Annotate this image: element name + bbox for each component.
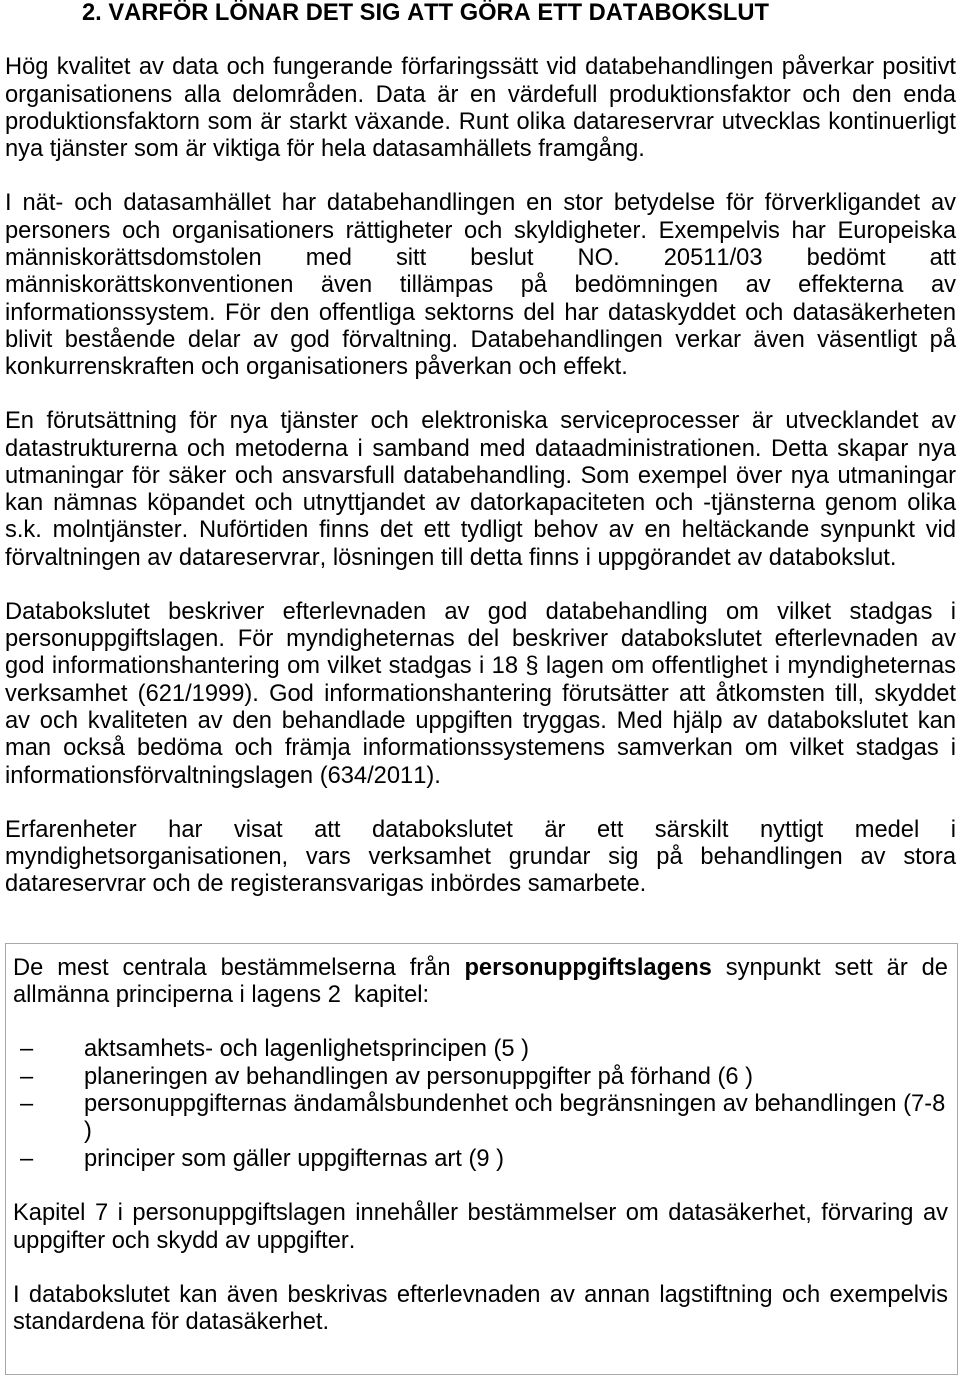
- list-item: [13, 1091, 948, 1146]
- list-item-text: planeringen av behandlingen av personuppgifter på förhand (6 ): [84, 1063, 753, 1090]
- list-item: [13, 1064, 948, 1091]
- box-paragraph-other-legislation: I databokslutet kan även beskrivas efterlevnaden av annan lagstiftning och exempelvis standardena för datasäkerhet.: [13, 1282, 948, 1336]
- paragraph-data-quality: Hög kvalitet av data och fungerande förfaringssätt vid databehandlingen påverkar positivt organisationens alla delområden. Data är en värdefull produktionsfaktor och den enda produktionsfaktorn som är starkt växande. Runt olika datareservrar utvecklas kontinuerligt nya tjänster som är viktiga för hela datasamhällets framgång.: [5, 54, 956, 163]
- paragraph-new-services: En förutsättning för nya tjänster och elektroniska serviceprocesser är utvecklandet av datastrukturerna och metoderna i samband med dataadministrationen. Detta skapar nya utmaningar för säker och ansvarsfull databehandling. Som exempel över nya utmaningar kan nämnas köpandet och utnyttjandet av datorkapaciteten och -tjänsterna genom olika s.k. molntjänster. Nuförtiden finns det ett tydligt behov av en heltäckande synpunkt vid förvaltningen av datareservrar, lösningen till detta finns i uppgörandet av databokslut.: [5, 408, 956, 571]
- box-paragraph-chapter-7: Kapitel 7 i personuppgiftslagen innehåller bestämmelser om datasäkerhet, förvaring av uppgifter och skydd av uppgifter.: [13, 1200, 948, 1254]
- paragraph-databokslut-description: Databokslutet beskriver efterlevnaden av god databehandling om vilket stadgas i personuppgiftslagen. För myndigheternas del beskriver databokslutet efterlevnaden av god informationshantering om vilket stadgas i 18 § lagen om offentlighet i myndigheternas verksamhet (621/1999). God informationshantering förutsätter att åtkomsten till, skyddet av och kvaliteten av den behandlade uppgiften tryggas. Med hjälp av databokslutet kan man också bedöma och främja informationssystemens samverkan om vilket stadgas i informationsförvaltningslagen (634/2011).: [5, 598, 956, 789]
- list-item-text: aktsamhets- och lagenlighetsprincipen (5 ): [84, 1036, 530, 1063]
- list-bullet: –: [20, 1063, 34, 1090]
- list-item: [13, 1036, 948, 1063]
- paragraph-data-society: I nät- och datasamhället har databehandlingen en stor betydelse för förverkligandet av personers och organisationers rättigheter och skyldigheter. Exempelvis har Europeiska människorättsdomstolen med sitt beslut NO. 20511/03 bedömt att människorättskonventionen även tillämpas på bedömningen av effekterna av informationssystem. För den offentliga sektorns del har dataskyddet och datasäkerheten blivit bestående delar av god förvaltning. Databehandlingen verkar även väsentligt på konkurrenskraften och organisationers påverkan och effekt.: [5, 190, 956, 381]
- principles-list: [13, 1036, 948, 1172]
- list-item-text: personuppgifternas ändamålsbundenhet och begränsningen av behandlingen (7-8 ): [84, 1091, 946, 1145]
- box-intro: [13, 955, 948, 1010]
- section-heading: 2. VARFÖR LÖNAR DET SIG ATT GÖRA ETT DATABOKSLUT: [82, 0, 769, 26]
- list-bullet: –: [20, 1036, 34, 1063]
- list-bullet: –: [20, 1091, 34, 1118]
- list-item-text: principer som gäller uppgifternas art (9 ): [84, 1145, 504, 1172]
- list-bullet: –: [20, 1145, 34, 1172]
- box-intro-before: De mest centrala bestämmelserna från: [13, 954, 465, 981]
- paragraph-experiences: Erfarenheter har visat att databokslutet är ett särskilt nyttigt medel i myndighetsorganisationen, vars verksamhet grundar sig på behandlingen av stora datareservrar och de registeransvarigas inbördes samarbete.: [5, 816, 956, 898]
- key-provisions-box: [5, 943, 958, 1375]
- box-intro-after: synpunkt sett är de allmänna principerna i lagens 2 kapitel:: [13, 954, 948, 1008]
- list-item: [13, 1146, 948, 1173]
- box-intro-bold-term: personuppgiftslagens: [464, 954, 712, 981]
- document-content: [5, 0, 956, 1375]
